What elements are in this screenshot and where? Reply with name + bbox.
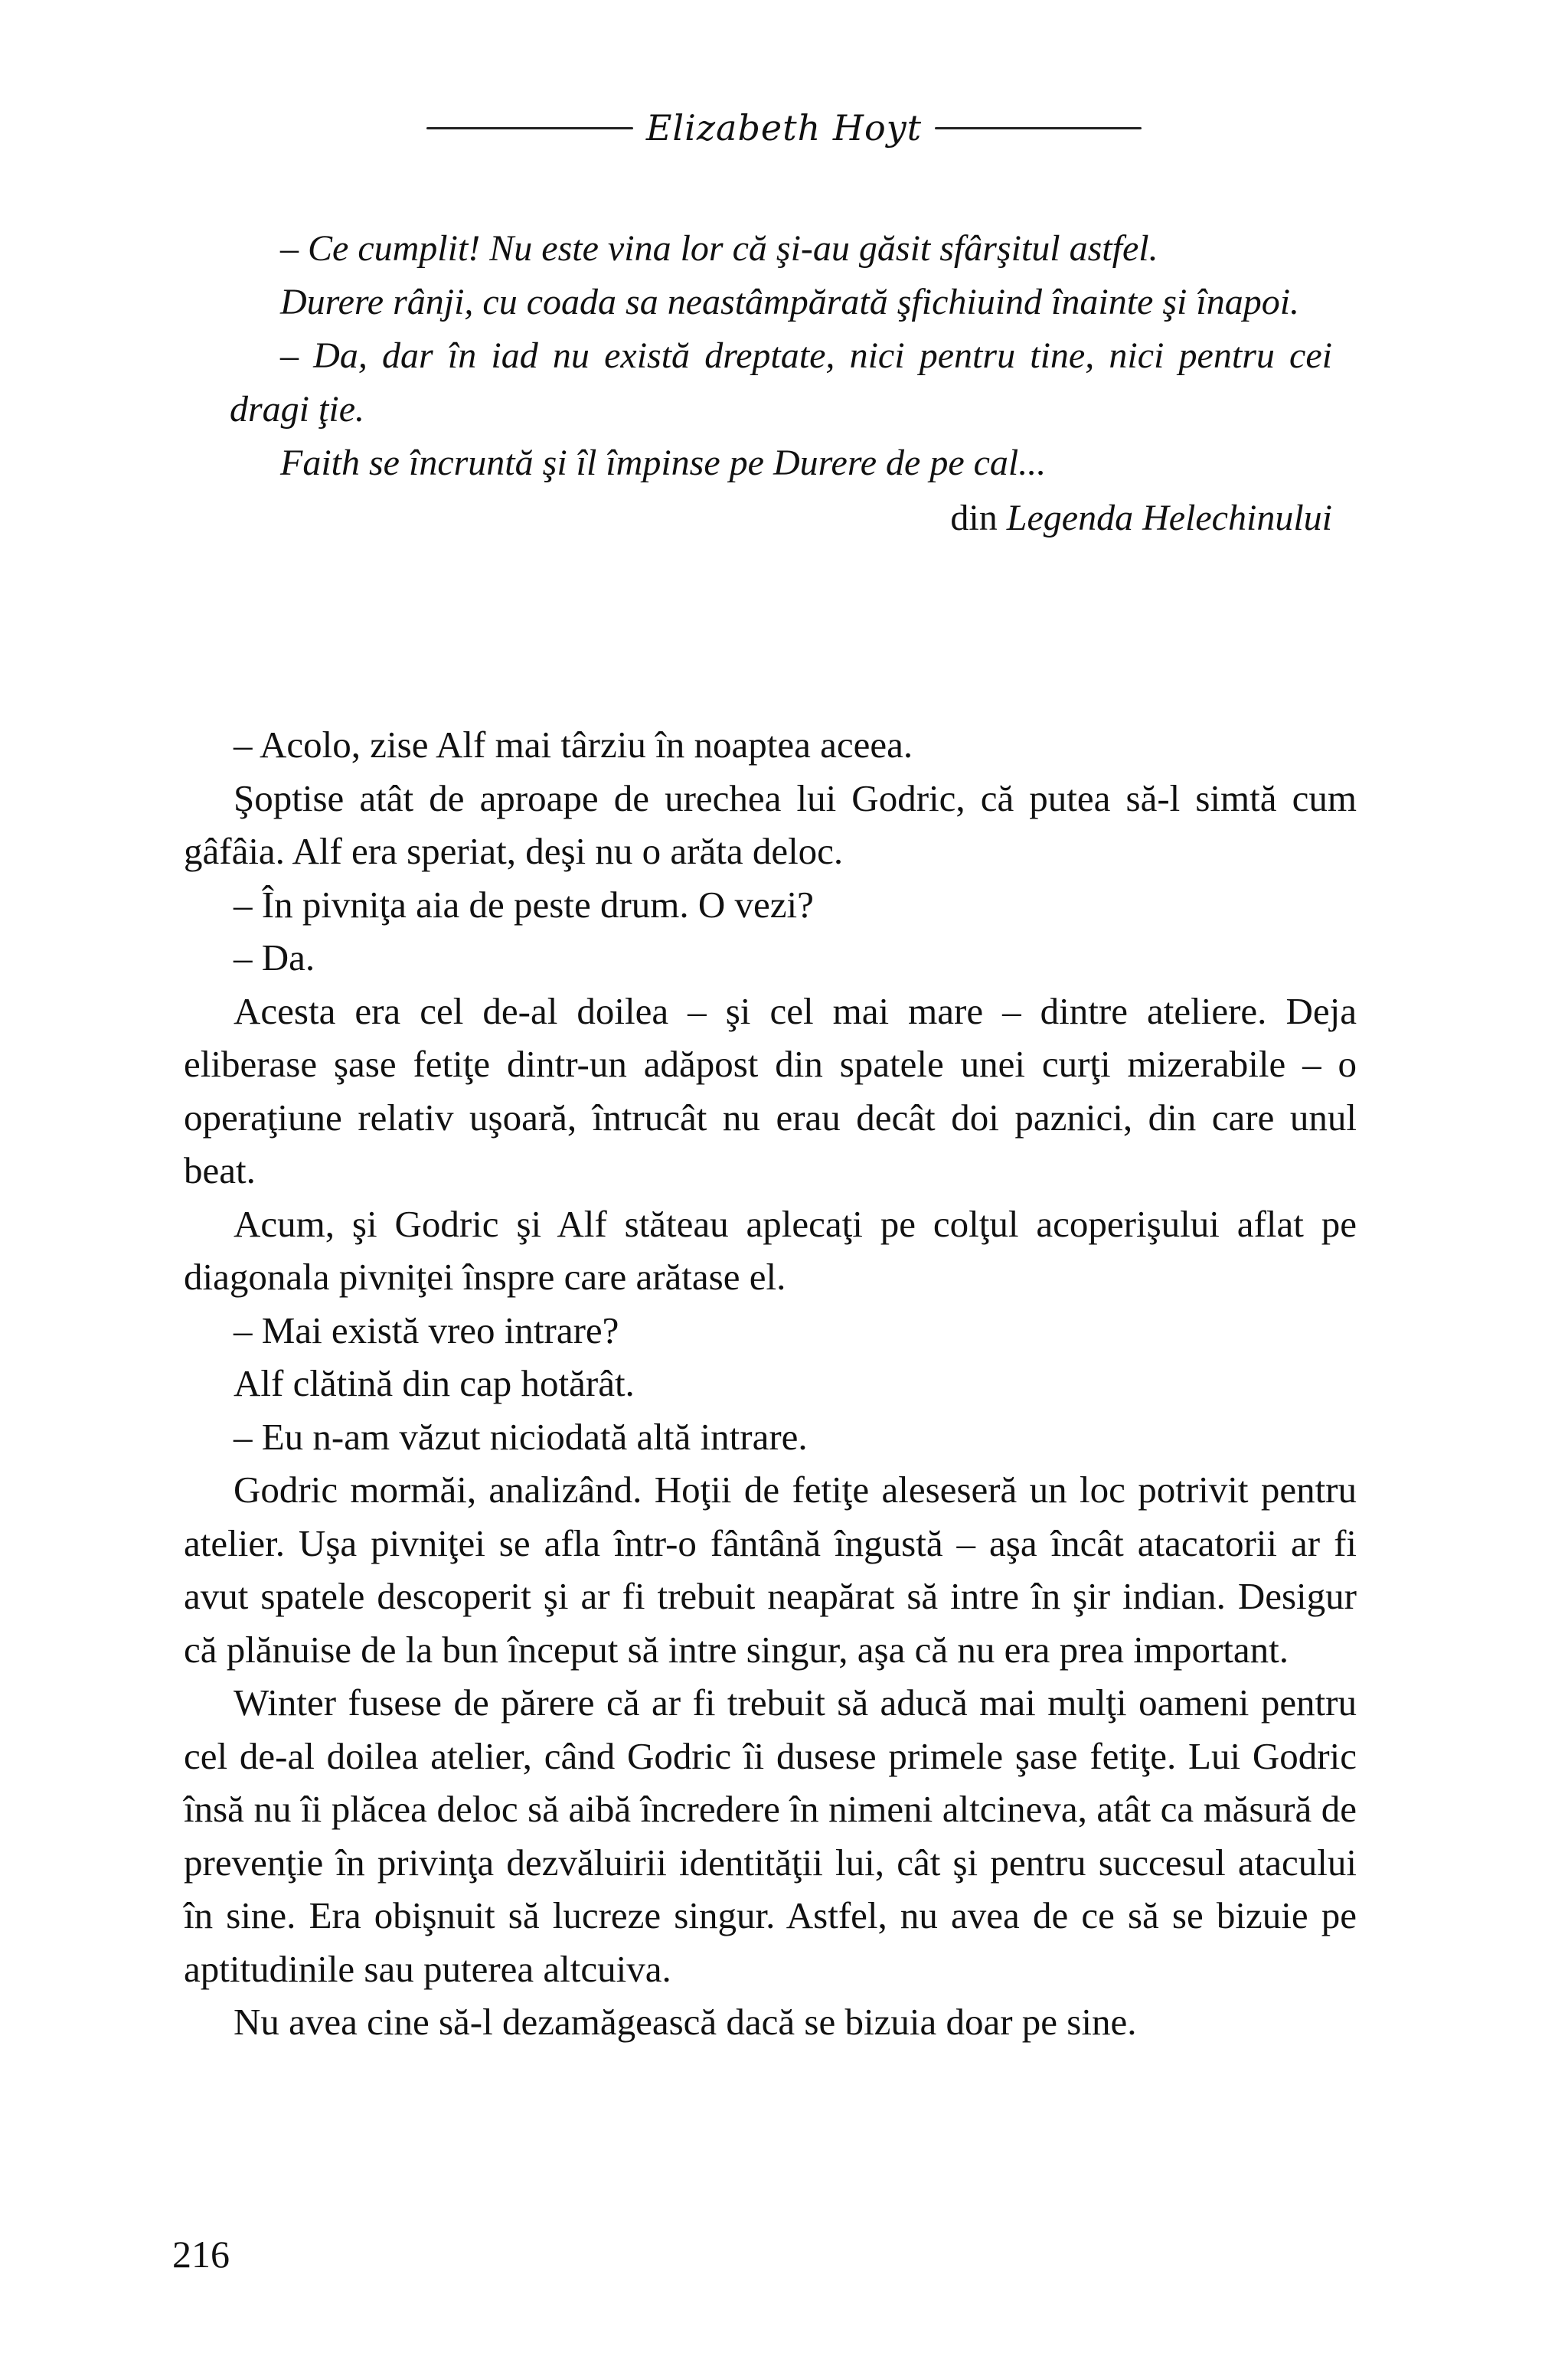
paragraph: – Acolo, zise Alf mai târziu în noaptea aceea. xyxy=(234,724,913,766)
header-rule-right xyxy=(935,127,1142,129)
paragraph: – În pivniţa aia de peste drum. O vezi? xyxy=(234,883,814,926)
epigraph-source xyxy=(230,492,1332,545)
paragraph: Alf clătină din cap hotărât. xyxy=(234,1362,635,1404)
paragraph: – Eu n-am văzut niciodată altă intrare. xyxy=(234,1415,808,1458)
paragraph: – Da. xyxy=(234,936,315,979)
epigraph-line: – Da, dar în iad nu există dreptate, nici pentru tine, nici pentru cei dragi ţie. xyxy=(230,335,1332,430)
page-number: 216 xyxy=(172,2233,230,2276)
paragraph: Winter fusese de părere că ar fi trebuit să aducă mai mulţi oameni pentru cel de-al doilea atelier, când Godric îi dusese primele şase fetiţe. Lui Godric însă nu îi plăcea deloc să aibă încredere în nimeni altcineva, atât ca măsură de prevenţie în privinţa dezvăluirii identităţii lui, cât şi pentru succesul atacului în sine. Era obişnuit să lucreze singur. Astfel, nu avea de ce să se bizuie pe aptitudinile sau puterea altcuiva. xyxy=(184,1681,1357,1990)
body-text xyxy=(184,718,1357,2049)
epigraph-line: – Ce cumplit! Nu este vina lor că şi-au găsit sfârşitul astfel. xyxy=(280,228,1158,269)
epigraph-line: Faith se încruntă şi îl împinse pe Durere de pe cal... xyxy=(280,443,1047,483)
epigraph-line: Durere rânji, cu coada sa neastâmpărată şfichiuind înainte şi înapoi. xyxy=(280,282,1300,322)
running-head xyxy=(0,107,1568,168)
epigraph xyxy=(230,222,1332,545)
paragraph: Şoptise atât de aproape de urechea lui Godric, că putea să-l simtă cum gâfâia. Alf era speriat, deşi nu o arăta deloc. xyxy=(184,776,1357,872)
epigraph-source-work: Legenda Helechinului xyxy=(1006,498,1332,538)
paragraph: – Mai există vreo intrare? xyxy=(234,1309,619,1351)
header-rule-left xyxy=(426,127,633,129)
paragraph: Acesta era cel de-al doilea – şi cel mai mare – dintre ateliere. Deja eliberase şase fetiţe dintr-un adăpost din spatele unei curţi mizerabile – o operaţiune relativ uşoară, întrucât nu erau decât doi paznici, din care unul beat. xyxy=(184,989,1357,1191)
paragraph: Acum, şi Godric şi Alf stăteau aplecaţi pe colţul acoperişului aflat pe diagonala pivniţei înspre care arătase el. xyxy=(184,1202,1357,1298)
epigraph-source-prefix: din xyxy=(950,498,998,538)
paragraph: Nu avea cine să-l dezamăgească dacă se bizuia doar pe sine. xyxy=(234,2001,1137,2043)
running-title: Elizabeth Hoyt xyxy=(645,107,923,149)
paragraph: Godric mormăi, analizând. Hoţii de fetiţe aleseseră un loc potrivit pentru atelier. Uşa pivniţei se afla într-o fântână îngustă – aşa încât atacatorii ar fi avut spatele descoperit şi ar fi trebuit neapărat să intre în şir indian. Desigur că plănuise de la bun început să intre singur, aşa că nu era prea important. xyxy=(184,1469,1357,1671)
